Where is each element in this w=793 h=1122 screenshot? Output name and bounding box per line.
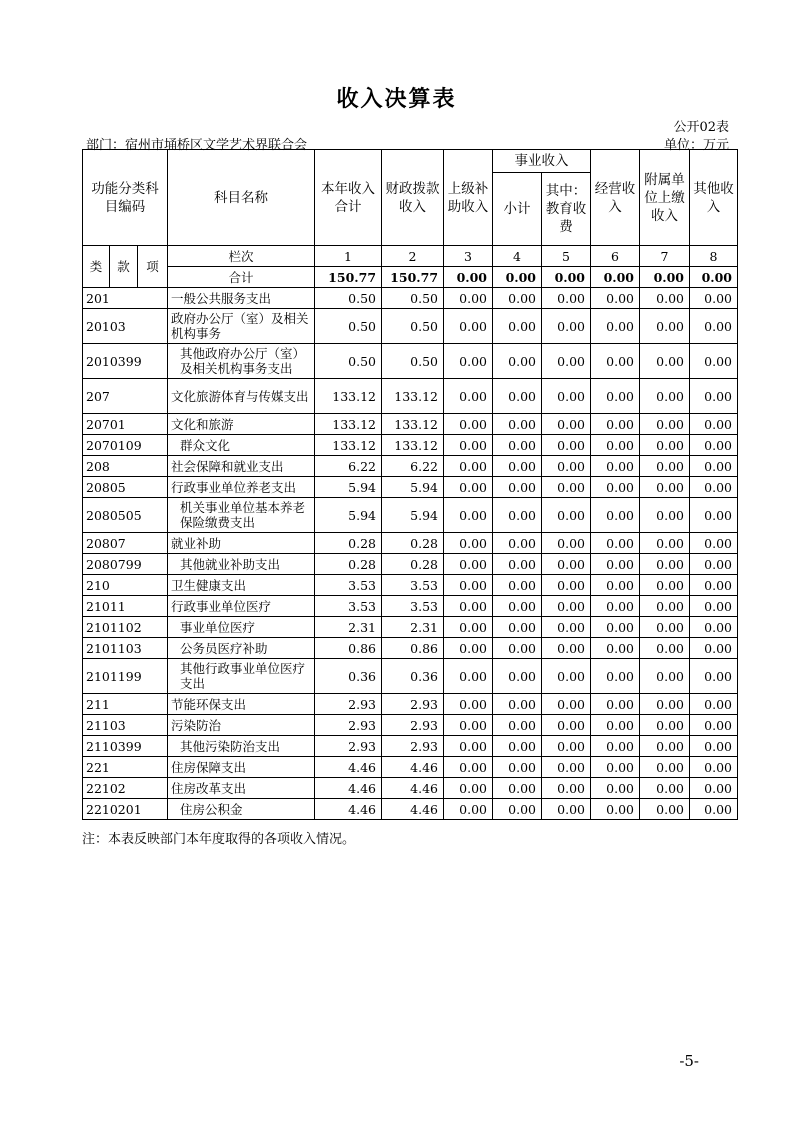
row-value: 0.00: [640, 554, 690, 575]
row-value: 0.00: [493, 533, 542, 554]
row-value: 0.50: [382, 288, 444, 309]
row-value: 0.28: [382, 533, 444, 554]
row-subject-name: 就业补助: [168, 533, 315, 554]
row-code: 208: [83, 456, 168, 477]
page-title: 收入决算表: [336, 86, 457, 112]
row-value: 0.86: [382, 638, 444, 659]
row-value: 0.00: [444, 736, 493, 757]
row-value: 0.00: [640, 575, 690, 596]
row-value: 0.00: [690, 554, 738, 575]
row-value: 0.00: [690, 778, 738, 799]
row-value: 0.00: [493, 778, 542, 799]
row-subject-name: 住房改革支出: [168, 778, 315, 799]
row-value: 0.86: [315, 638, 382, 659]
row-value: 5.94: [315, 477, 382, 498]
row-value: 133.12: [315, 379, 382, 414]
row-value: 0.00: [493, 736, 542, 757]
row-value: 4.46: [315, 799, 382, 820]
col-number: 5: [542, 246, 591, 267]
total-label: 合计: [168, 267, 315, 288]
row-value: 0.00: [493, 575, 542, 596]
row-subject-name: 其他政府办公厅（室）及相关机构事务支出: [168, 344, 315, 379]
row-value: 0.00: [690, 617, 738, 638]
row-value: 0.00: [493, 309, 542, 344]
col-number: 1: [315, 246, 382, 267]
header-business-income: 事业收入: [493, 150, 591, 173]
row-value: 3.53: [315, 596, 382, 617]
col-number: 2: [382, 246, 444, 267]
row-subject-name: 社会保障和就业支出: [168, 456, 315, 477]
row-value: 5.94: [382, 498, 444, 533]
row-code: 21011: [83, 596, 168, 617]
row-value: 0.36: [315, 659, 382, 694]
table-row: [83, 778, 738, 799]
table-row: [83, 477, 738, 498]
row-value: 0.00: [591, 554, 640, 575]
header-subtotal: 小计: [493, 173, 542, 246]
row-value: 0.00: [591, 309, 640, 344]
header-xiang: 项: [138, 246, 168, 288]
row-code: 2010399: [83, 344, 168, 379]
row-value: 5.94: [382, 477, 444, 498]
table-row: [83, 344, 738, 379]
total-value: 0.00: [640, 267, 690, 288]
row-value: 0.00: [493, 694, 542, 715]
row-value: 0.00: [542, 344, 591, 379]
row-value: 0.00: [640, 477, 690, 498]
row-value: 0.00: [640, 736, 690, 757]
row-subject-name: 行政事业单位养老支出: [168, 477, 315, 498]
row-subject-name: 污染防治: [168, 715, 315, 736]
row-value: 4.46: [315, 757, 382, 778]
row-value: 133.12: [382, 414, 444, 435]
row-subject-name: 其他污染防治支出: [168, 736, 315, 757]
row-value: 0.50: [315, 309, 382, 344]
total-value: 150.77: [382, 267, 444, 288]
row-value: 0.00: [493, 617, 542, 638]
row-value: 0.00: [591, 344, 640, 379]
row-value: 0.00: [542, 498, 591, 533]
row-value: 0.00: [690, 344, 738, 379]
form-number: 公开02表: [673, 120, 729, 135]
row-value: 0.00: [640, 379, 690, 414]
row-value: 0.00: [690, 736, 738, 757]
row-subject-name: 文化和旅游: [168, 414, 315, 435]
row-subject-name: 卫生健康支出: [168, 575, 315, 596]
row-value: 6.22: [382, 456, 444, 477]
total-value: 0.00: [493, 267, 542, 288]
row-value: 0.00: [493, 435, 542, 456]
row-value: 0.00: [640, 344, 690, 379]
col-number: 8: [690, 246, 738, 267]
row-code: 221: [83, 757, 168, 778]
row-value: 0.00: [591, 638, 640, 659]
row-value: 0.00: [493, 477, 542, 498]
row-code: 2080505: [83, 498, 168, 533]
row-value: 2.93: [315, 694, 382, 715]
header-cat: 类: [83, 246, 110, 288]
row-value: 0.00: [591, 596, 640, 617]
row-value: 4.46: [382, 757, 444, 778]
row-value: 0.00: [542, 799, 591, 820]
header-other: 其他收入: [690, 150, 738, 246]
row-value: 0.00: [542, 414, 591, 435]
table-row: [83, 799, 738, 820]
row-value: 0.00: [493, 498, 542, 533]
row-value: 0.00: [542, 575, 591, 596]
row-value: 0.00: [591, 757, 640, 778]
row-value: 0.00: [542, 736, 591, 757]
row-value: 0.00: [591, 799, 640, 820]
row-value: 0.00: [690, 456, 738, 477]
row-value: 3.53: [315, 575, 382, 596]
row-value: 0.00: [690, 435, 738, 456]
row-value: 0.00: [542, 379, 591, 414]
department-label: 部门：宿州市埇桥区文学艺术界联合会: [86, 138, 308, 153]
row-value: 0.00: [493, 456, 542, 477]
row-value: 0.00: [591, 715, 640, 736]
table-row: [83, 659, 738, 694]
header-fiscal: 财政拨款收入: [382, 150, 444, 246]
row-value: 0.00: [542, 778, 591, 799]
row-code: 20701: [83, 414, 168, 435]
header-func-code: 功能分类科目编码: [83, 150, 168, 246]
row-value: 0.00: [444, 554, 493, 575]
row-value: 133.12: [382, 379, 444, 414]
row-value: 0.50: [315, 288, 382, 309]
col-number: 3: [444, 246, 493, 267]
row-value: 0.00: [444, 414, 493, 435]
row-value: 0.00: [493, 638, 542, 659]
row-value: 0.00: [640, 309, 690, 344]
row-value: 0.00: [640, 414, 690, 435]
table-row: [83, 596, 738, 617]
row-value: 0.00: [640, 778, 690, 799]
row-value: 0.00: [640, 533, 690, 554]
table-row: [83, 694, 738, 715]
row-code: 2110399: [83, 736, 168, 757]
total-value: 0.00: [690, 267, 738, 288]
row-value: 0.00: [591, 617, 640, 638]
row-value: 2.93: [382, 694, 444, 715]
row-value: 0.00: [640, 596, 690, 617]
total-value: 0.00: [444, 267, 493, 288]
row-code: 21103: [83, 715, 168, 736]
row-code: 22102: [83, 778, 168, 799]
header-operating: 经营收入: [591, 150, 640, 246]
table-row: [83, 757, 738, 778]
row-subject-name: 事业单位医疗: [168, 617, 315, 638]
row-value: 0.00: [640, 638, 690, 659]
row-value: 4.46: [382, 778, 444, 799]
row-code: 2080799: [83, 554, 168, 575]
row-subject-name: 其他行政事业单位医疗支出: [168, 659, 315, 694]
row-value: 0.00: [591, 456, 640, 477]
row-value: 0.00: [542, 435, 591, 456]
row-value: 0.00: [690, 575, 738, 596]
row-value: 0.00: [690, 694, 738, 715]
row-value: 0.00: [444, 715, 493, 736]
row-value: 0.00: [542, 757, 591, 778]
table-note: 注：本表反映部门本年度取得的各项收入情况。: [82, 832, 356, 847]
row-code: 20805: [83, 477, 168, 498]
row-value: 0.00: [542, 533, 591, 554]
row-value: 0.00: [690, 533, 738, 554]
row-value: 6.22: [315, 456, 382, 477]
row-value: 0.00: [444, 456, 493, 477]
row-code: 2210201: [83, 799, 168, 820]
row-value: 0.00: [640, 498, 690, 533]
row-value: 0.50: [315, 344, 382, 379]
row-value: 0.00: [542, 638, 591, 659]
row-value: 0.00: [444, 638, 493, 659]
row-code: 2101102: [83, 617, 168, 638]
row-value: 0.00: [542, 477, 591, 498]
row-value: 0.00: [493, 659, 542, 694]
row-value: 2.93: [315, 736, 382, 757]
total-value: 150.77: [315, 267, 382, 288]
row-value: 0.00: [591, 414, 640, 435]
row-value: 0.00: [542, 659, 591, 694]
table-row: [83, 288, 738, 309]
row-value: 0.00: [640, 715, 690, 736]
row-value: 0.00: [542, 309, 591, 344]
income-table: [82, 149, 738, 820]
row-value: 0.00: [444, 344, 493, 379]
row-value: 0.00: [591, 435, 640, 456]
row-value: 0.00: [493, 757, 542, 778]
row-value: 0.00: [640, 694, 690, 715]
row-code: 2070109: [83, 435, 168, 456]
row-value: 0.00: [591, 778, 640, 799]
row-value: 0.00: [444, 694, 493, 715]
header-kuan: 款: [110, 246, 138, 288]
row-value: 0.00: [444, 288, 493, 309]
total-value: 0.00: [542, 267, 591, 288]
row-value: 2.93: [382, 715, 444, 736]
table-row: [83, 715, 738, 736]
row-code: 20807: [83, 533, 168, 554]
row-value: 0.28: [315, 533, 382, 554]
row-value: 0.00: [690, 638, 738, 659]
row-value: 0.00: [690, 715, 738, 736]
row-value: 0.00: [444, 778, 493, 799]
total-value: 0.00: [591, 267, 640, 288]
table-row: [83, 309, 738, 344]
row-value: 0.00: [690, 757, 738, 778]
table-row: [83, 617, 738, 638]
row-subject-name: 住房保障支出: [168, 757, 315, 778]
row-value: 0.00: [591, 575, 640, 596]
header-subject-name: 科目名称: [168, 150, 315, 246]
row-subject-name: 机关事业单位基本养老保险缴费支出: [168, 498, 315, 533]
row-value: 0.00: [591, 736, 640, 757]
row-value: 0.00: [640, 659, 690, 694]
row-subject-name: 行政事业单位医疗: [168, 596, 315, 617]
row-value: 0.00: [493, 715, 542, 736]
row-value: 0.00: [690, 288, 738, 309]
row-value: 0.00: [591, 533, 640, 554]
table-row: [83, 414, 738, 435]
row-subject-name: 一般公共服务支出: [168, 288, 315, 309]
row-value: 0.00: [444, 435, 493, 456]
row-code: 207: [83, 379, 168, 414]
row-value: 0.00: [493, 288, 542, 309]
row-subject-name: 节能环保支出: [168, 694, 315, 715]
row-value: 0.00: [640, 757, 690, 778]
row-value: 0.00: [444, 596, 493, 617]
row-value: 0.00: [542, 715, 591, 736]
table-row: [83, 456, 738, 477]
row-subject-name: 政府办公厅（室）及相关机构事务: [168, 309, 315, 344]
row-value: 0.00: [591, 498, 640, 533]
table-row: [83, 554, 738, 575]
row-value: 133.12: [382, 435, 444, 456]
row-value: 0.00: [640, 799, 690, 820]
row-value: 0.00: [444, 575, 493, 596]
row-value: 0.00: [640, 288, 690, 309]
row-code: 2101103: [83, 638, 168, 659]
row-value: 0.00: [542, 694, 591, 715]
row-value: 0.00: [542, 288, 591, 309]
header-column-no: 栏次: [168, 246, 315, 267]
table-row: [83, 498, 738, 533]
unit-label: 单位：万元: [663, 138, 729, 153]
row-value: 0.00: [493, 344, 542, 379]
row-value: 0.00: [542, 596, 591, 617]
row-subject-name: 文化旅游体育与传媒支出: [168, 379, 315, 414]
row-value: 0.00: [690, 659, 738, 694]
row-value: 3.53: [382, 596, 444, 617]
row-value: 0.00: [493, 414, 542, 435]
row-value: 0.00: [640, 456, 690, 477]
row-value: 133.12: [315, 414, 382, 435]
col-number: 6: [591, 246, 640, 267]
row-value: 0.00: [690, 477, 738, 498]
row-value: 0.00: [591, 288, 640, 309]
row-value: 0.00: [591, 379, 640, 414]
row-value: 0.00: [444, 799, 493, 820]
row-subject-name: 群众文化: [168, 435, 315, 456]
row-value: 0.00: [690, 596, 738, 617]
row-value: 0.00: [690, 379, 738, 414]
row-code: 20103: [83, 309, 168, 344]
row-value: 0.00: [444, 477, 493, 498]
col-number: 4: [493, 246, 542, 267]
row-value: 0.00: [640, 435, 690, 456]
row-subject-name: 公务员医疗补助: [168, 638, 315, 659]
header-total-income: 本年收入合计: [315, 150, 382, 246]
col-number: 7: [640, 246, 690, 267]
row-value: 2.93: [315, 715, 382, 736]
header-superior-subsidy: 上级补助收入: [444, 150, 493, 246]
table-row: [83, 533, 738, 554]
row-subject-name: 其他就业补助支出: [168, 554, 315, 575]
table-row: [83, 379, 738, 414]
row-value: 0.50: [382, 309, 444, 344]
table-row: [83, 736, 738, 757]
row-value: 0.00: [542, 554, 591, 575]
row-value: 5.94: [315, 498, 382, 533]
row-value: 0.00: [444, 498, 493, 533]
row-subject-name: 住房公积金: [168, 799, 315, 820]
row-value: 0.28: [315, 554, 382, 575]
row-value: 133.12: [315, 435, 382, 456]
row-value: 4.46: [315, 778, 382, 799]
table-row: [83, 435, 738, 456]
row-code: 210: [83, 575, 168, 596]
row-value: 0.00: [493, 799, 542, 820]
row-value: 0.00: [444, 659, 493, 694]
row-value: 0.00: [444, 309, 493, 344]
row-value: 2.93: [382, 736, 444, 757]
row-value: 0.00: [591, 477, 640, 498]
row-value: 0.00: [493, 379, 542, 414]
row-value: 0.00: [542, 456, 591, 477]
row-value: 0.00: [493, 554, 542, 575]
row-value: 0.00: [690, 498, 738, 533]
total-row: [83, 267, 738, 288]
row-value: 3.53: [382, 575, 444, 596]
row-value: 0.36: [382, 659, 444, 694]
table-row: [83, 575, 738, 596]
row-value: 0.00: [640, 617, 690, 638]
row-code: 201: [83, 288, 168, 309]
header-affiliated: 附属单位上缴收入: [640, 150, 690, 246]
row-code: 211: [83, 694, 168, 715]
row-value: 0.00: [444, 617, 493, 638]
row-value: 0.00: [690, 799, 738, 820]
row-value: 0.00: [444, 757, 493, 778]
row-value: 0.00: [690, 309, 738, 344]
row-value: 2.31: [382, 617, 444, 638]
row-value: 0.00: [591, 659, 640, 694]
header-edu-fees: 其中：教育收费: [542, 173, 591, 246]
row-value: 2.31: [315, 617, 382, 638]
row-value: 0.00: [493, 596, 542, 617]
page-number: -5-: [679, 1052, 699, 1070]
row-value: 0.00: [444, 379, 493, 414]
row-value: 0.00: [444, 533, 493, 554]
row-value: 4.46: [382, 799, 444, 820]
row-code: 2101199: [83, 659, 168, 694]
row-value: 0.00: [542, 617, 591, 638]
row-value: 0.00: [591, 694, 640, 715]
row-value: 0.50: [382, 344, 444, 379]
row-value: 0.28: [382, 554, 444, 575]
row-value: 0.00: [690, 414, 738, 435]
table-row: [83, 638, 738, 659]
